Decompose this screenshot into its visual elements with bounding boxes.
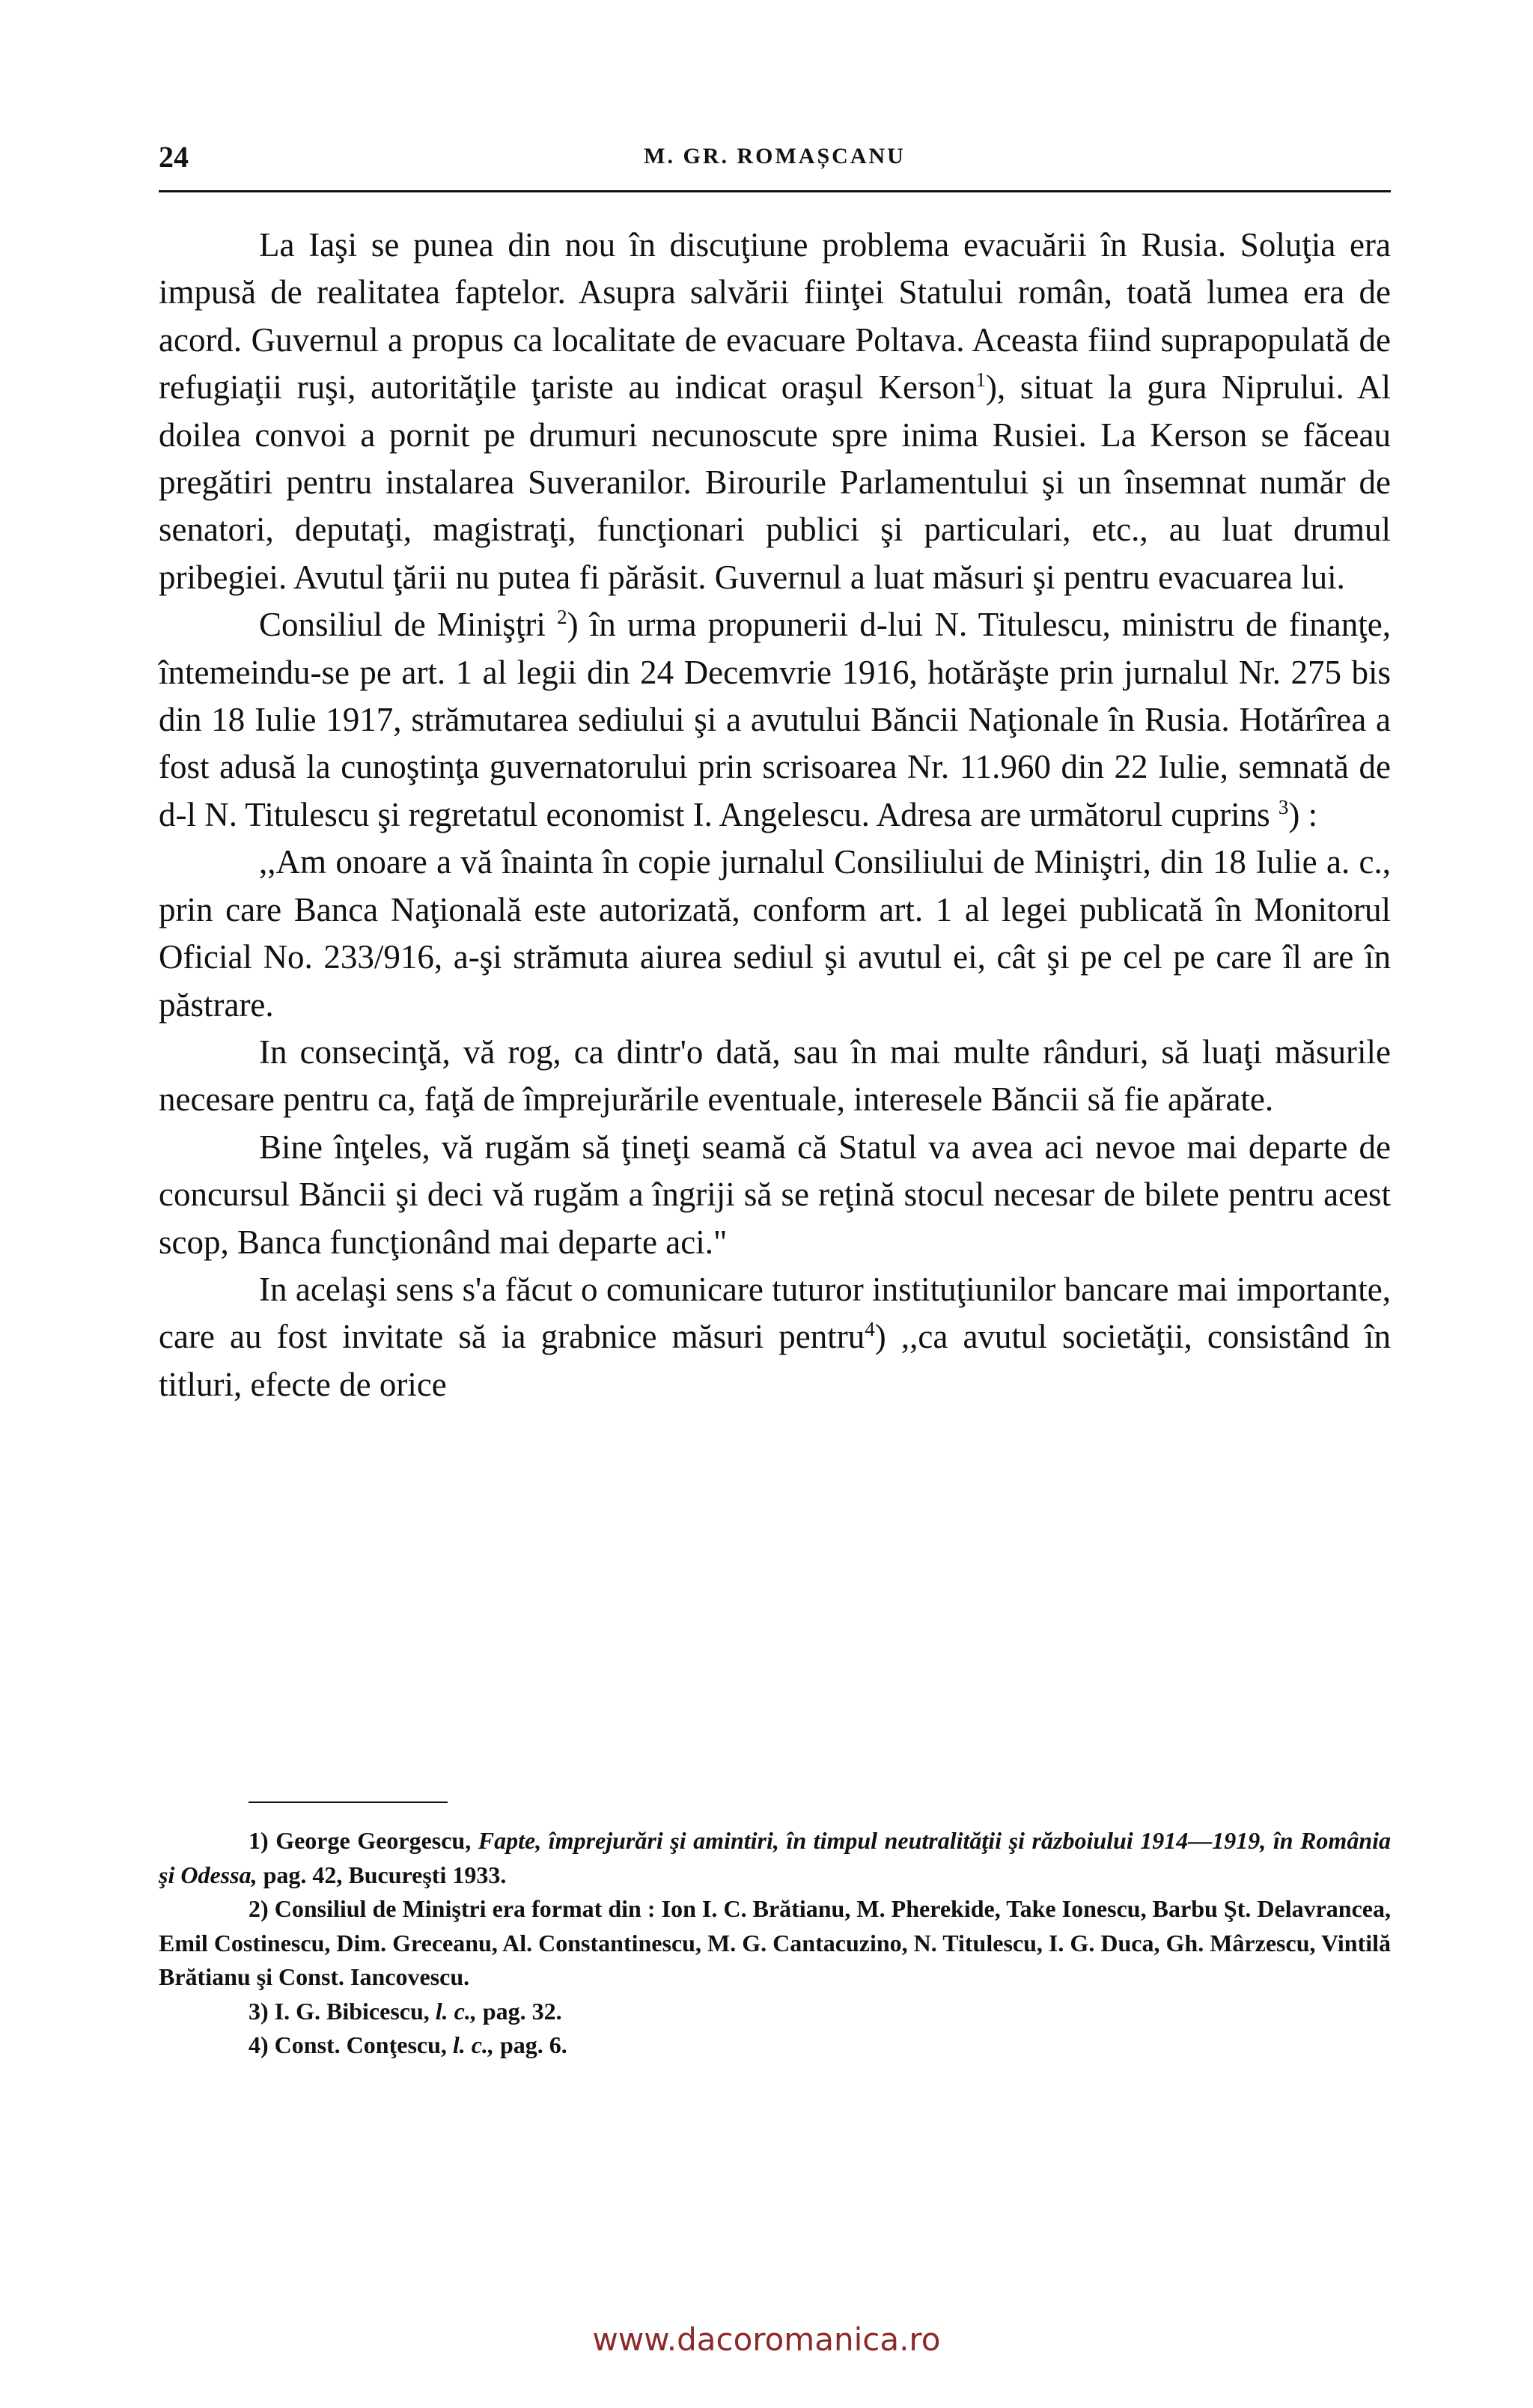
footnote-2: 2) Consiliul de Miniştri era format din : Ion I. C. Brătianu, M. Pherekide, Take Ionescu, Barbu Şt. Delavrancea, Emil Costinescu, Dim. Greceanu, Al. Constantinescu, M. G. Cantacuzino, N. Titulescu, I. G. Duca, Gh. Mârzescu, Vintilă Brătianu şi Const. Iancovescu. bbox=[159, 1895, 1391, 1990]
page-header bbox=[159, 139, 1391, 184]
footnote-ref-3[interactable]: 3 bbox=[1278, 795, 1289, 818]
footnote-ref-4[interactable]: 4 bbox=[865, 1318, 875, 1341]
paragraph-5: Bine înţeles, vă rugăm să ţineţi seamă că Statul va avea aci nevoe mai departe de concursul Băncii şi deci vă rugăm a îngriji să se reţină stocul necesar de bilete pentru acest scop, Banca funcţionând mai departe aci." bbox=[159, 1128, 1391, 1261]
footnote-ref-2[interactable]: 2 bbox=[557, 606, 567, 629]
footnote-ref-1[interactable]: 1 bbox=[975, 368, 986, 392]
page-number: 24 bbox=[159, 140, 189, 174]
paragraph-1: La Iaşi se punea din nou în discuţiune problema evacuării în Rusia. Soluţia era impusă de realitatea faptelor. Asupra salvării fiinţei Statului român, toată lumea era de acord. Guvernul a propus ca localitate de evacuare Poltava. Aceasta fiind suprapopulată de refugiaţii ruşi, autorităţile ţariste au indicat oraşul Kerson$^1$), situat la gura Niprului. Al doilea convoi a pornit pe drumuri necunoscute spre inima Rusiei. La Kerson se făceau pregătiri pentru instalarea Suveranilor. Birourile Parlamentului şi un însemnat număr de senatori, deputaţi, magistraţi, funcţionari publici şi particulari, etc., au luat drumul pribegiei. Avutul ţării nu putea fi părăsit. Guvernul a luat măsuri şi pentru evacuarea lui. bbox=[159, 226, 1391, 596]
paragraph-4: In consecinţă, vă rog, ca dintr'o dată, sau în mai multe rânduri, să luaţi măsurile necesare pentru ca, faţă de împrejurările eventuale, interesele Băncii să fie apărate. bbox=[159, 1033, 1391, 1119]
paragraph-3: ,,Am onoare a vă înainta în copie jurnalul Consiliului de Miniştri, din 18 Iulie a. c., prin care Banca Naţională este autorizată, conform art. 1 al legei publicată în Monitorul Oficial No. 233/916, a-şi strămuta aiurea sediul şi avutul ei, cât şi pe cel pe care îl are în păstrare. bbox=[159, 843, 1391, 1024]
body-text bbox=[159, 222, 1391, 1408]
footnote-4: 4) Const. Conţescu, l. c., pag. 6. bbox=[249, 2031, 567, 2058]
footnote-rule bbox=[249, 1802, 448, 1803]
footnote-1: 1) George Georgescu, Fapte, împrejurări şi amintiri, în timpul neutralităţii şi războiului 1914—1919, în România şi Odessa, pag. 42, Bucureşti 1933. bbox=[159, 1827, 1392, 1888]
footnotes bbox=[159, 1824, 1391, 2063]
watermark-url[interactable]: www.dacoromanica.ro bbox=[592, 2321, 941, 2358]
paragraph-6: In acelaşi sens s'a făcut o comunicare tuturor instituţiunilor bancare mai importante, care au fost invitate să ia grabnice măsuri pentru$^4$) ,,ca avutul societăţii, consistând în titluri, efecte de orice bbox=[159, 1270, 1391, 1403]
running-head: M. GR. ROMAȘCANU bbox=[644, 144, 906, 168]
footnote-3: 3) I. G. Bibicescu, l. c., pag. 32. bbox=[249, 1997, 562, 2025]
header-rule bbox=[159, 190, 1391, 192]
paragraph-2: Consiliul de Minişţri $^2$) în urma propunerii d-lui N. Titulescu, ministru de finanţe, întemeindu-se pe art. 1 al legii din 24 Decemvrie 1916, hotărăşte prin jurnalul Nr. 275 bis din 18 Iulie 1917, strămutarea sediului şi a avutului Băncii Naţionale în Rusia. Hotărîrea a fost adusă la cunoştinţa guvernatorului prin scrisoarea Nr. 11.960 din 22 Iulie, semnată de d-l N. Titulescu şi regretatul economist I. Angelescu. Adresa are următorul cuprins $^3$) : bbox=[159, 606, 1391, 833]
